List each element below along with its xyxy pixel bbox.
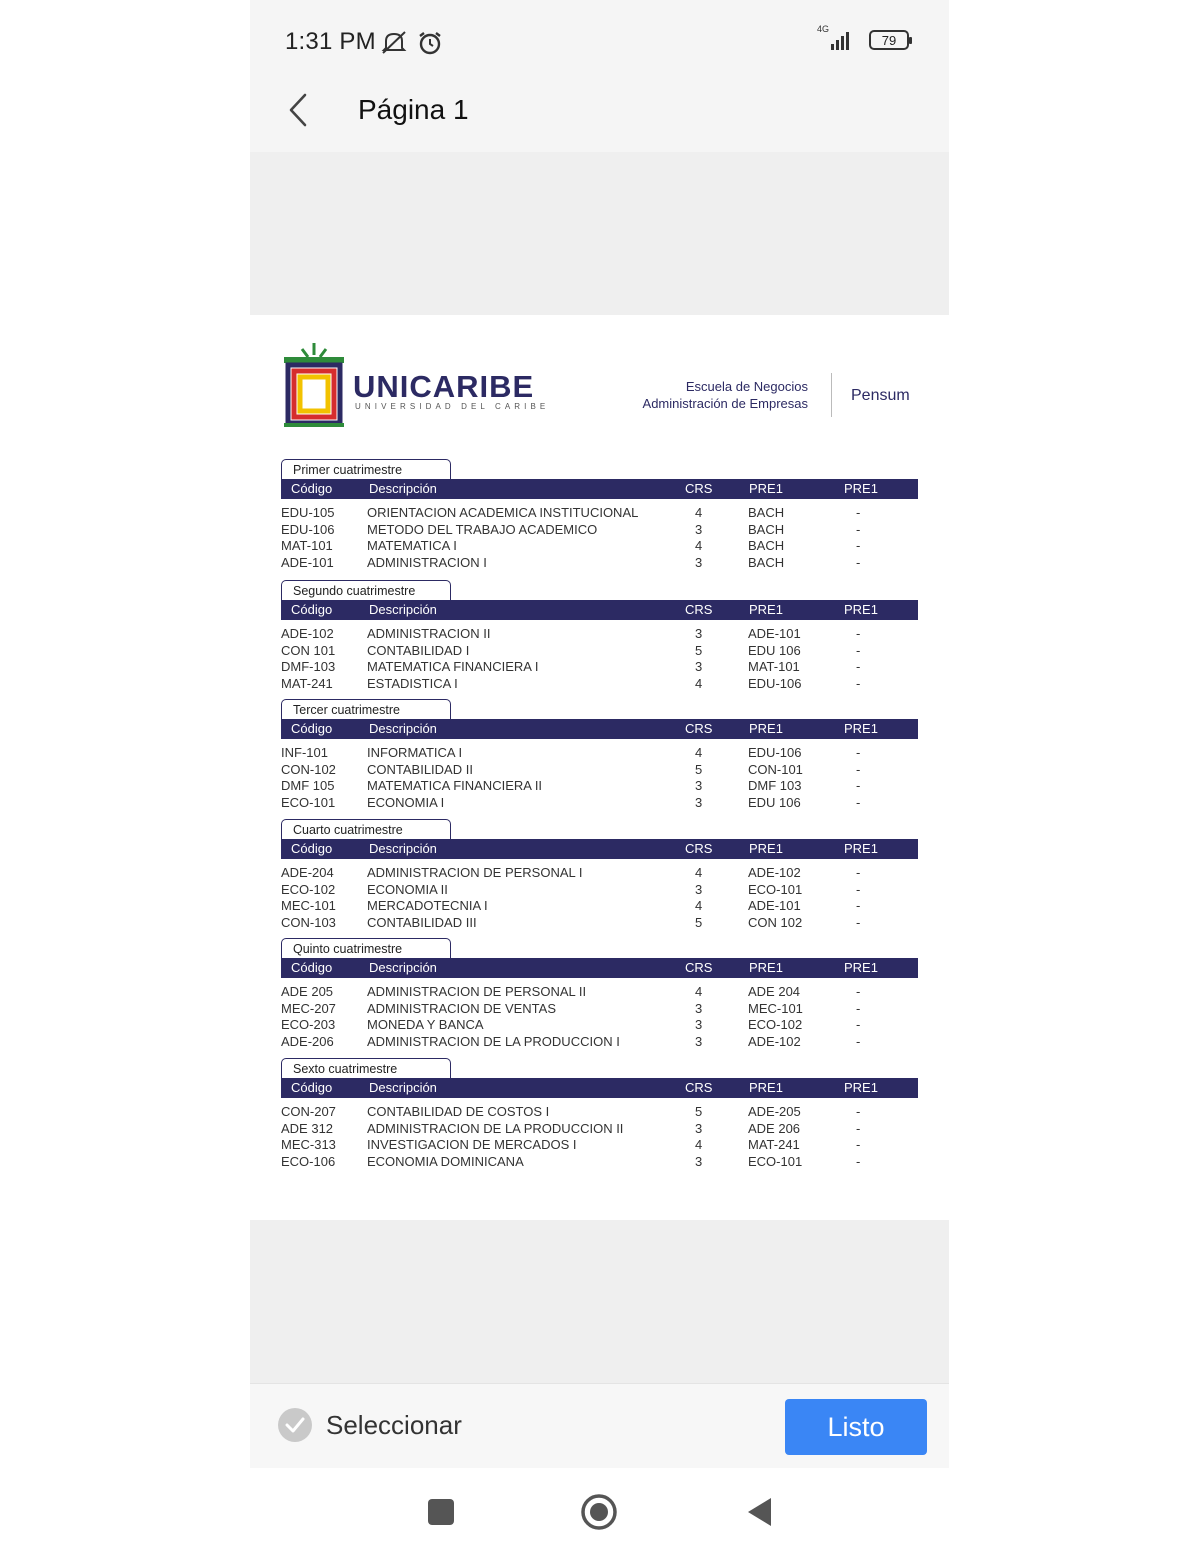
course-prerequisite-2: - bbox=[856, 745, 861, 760]
course-credits: 4 bbox=[695, 865, 703, 880]
course-code: DMF 105 bbox=[281, 778, 335, 794]
table-row bbox=[281, 657, 918, 674]
course-prerequisite-1: MEC-101 bbox=[748, 1000, 803, 1016]
course-code: ECO-203 bbox=[281, 1017, 336, 1033]
header-prerequisite-1: PRE1 bbox=[749, 841, 783, 856]
course-prerequisite-2: - bbox=[856, 1153, 861, 1169]
header-credits: CRS bbox=[685, 1080, 713, 1095]
system-nav-bar bbox=[250, 1468, 949, 1553]
term-title: Quinto cuatrimestre bbox=[281, 938, 451, 959]
header-prerequisite-2: PRE1 bbox=[844, 1080, 878, 1095]
select-label: Seleccionar bbox=[326, 1409, 462, 1440]
course-credits: 5 bbox=[695, 1104, 703, 1119]
table-row bbox=[281, 880, 918, 897]
course-code: CON-103 bbox=[281, 914, 336, 930]
course-prerequisite-1: ADE 204 bbox=[748, 984, 801, 999]
course-prerequisite-2: - bbox=[856, 761, 861, 777]
course-description: ECONOMIA I bbox=[367, 794, 445, 810]
course-prerequisite-2: - bbox=[856, 642, 861, 658]
back-button[interactable] bbox=[278, 90, 318, 130]
course-prerequisite-1: ADE-205 bbox=[748, 1104, 801, 1119]
status-indicators bbox=[817, 24, 909, 50]
table-header bbox=[281, 1078, 918, 1098]
header-description: Descripción bbox=[369, 841, 437, 856]
course-credits: 4 bbox=[695, 538, 703, 554]
course-description: ECONOMIA II bbox=[367, 881, 448, 897]
alarm-icon bbox=[416, 30, 444, 61]
table-row bbox=[281, 1102, 918, 1119]
table-row bbox=[281, 999, 918, 1016]
course-credits: 4 bbox=[695, 505, 703, 520]
table-row bbox=[281, 793, 918, 810]
course-code: CON 101 bbox=[281, 642, 336, 658]
course-credits: 4 bbox=[695, 984, 703, 999]
course-credits: 4 bbox=[695, 1137, 703, 1153]
course-prerequisite-1: EDU 106 bbox=[748, 794, 801, 810]
table-row bbox=[281, 553, 918, 570]
course-prerequisite-2: - bbox=[856, 1017, 861, 1033]
course-description: ADMINISTRACION I bbox=[367, 554, 487, 570]
table-row bbox=[281, 1152, 918, 1169]
course-code: ECO-102 bbox=[281, 881, 336, 897]
course-prerequisite-1: BACH bbox=[748, 505, 785, 520]
status-time: 1:31 PM bbox=[285, 28, 376, 55]
school-line-1: Escuela de Negocios bbox=[685, 379, 808, 394]
header-prerequisite-2: PRE1 bbox=[844, 841, 878, 856]
course-prerequisite-2: - bbox=[856, 778, 861, 794]
course-code: MAT-101 bbox=[281, 538, 333, 554]
table-row bbox=[281, 1135, 918, 1152]
header-code: Código bbox=[291, 960, 333, 975]
table-header bbox=[281, 600, 918, 620]
table-row bbox=[281, 641, 918, 658]
course-credits: 3 bbox=[695, 554, 703, 570]
course-prerequisite-2: - bbox=[856, 675, 861, 691]
course-description: ADMINISTRACION DE LA PRODUCCION II bbox=[367, 1120, 624, 1136]
header-code: Código bbox=[291, 1080, 333, 1095]
check-circle-icon bbox=[278, 1408, 312, 1442]
table-body bbox=[281, 982, 918, 1048]
course-description: MERCADOTECNIA I bbox=[367, 898, 488, 914]
course-description: CONTABILIDAD DE COSTOS I bbox=[367, 1104, 550, 1119]
course-credits: 3 bbox=[695, 626, 703, 641]
phone-screen bbox=[250, 0, 949, 1553]
course-credits: 3 bbox=[695, 1153, 703, 1169]
page-title: Página 1 bbox=[358, 94, 469, 125]
table-row bbox=[281, 1119, 918, 1136]
course-prerequisite-1: ADE-101 bbox=[748, 626, 801, 641]
course-description: ADMINISTRACION DE PERSONAL I bbox=[367, 865, 583, 880]
header-prerequisite-1: PRE1 bbox=[749, 721, 783, 736]
course-prerequisite-1: ADE-102 bbox=[748, 1033, 801, 1049]
course-code: DMF-103 bbox=[281, 659, 336, 675]
course-credits: 5 bbox=[695, 642, 703, 658]
course-code: MAT-241 bbox=[281, 675, 333, 691]
table-row bbox=[281, 1032, 918, 1049]
table-body bbox=[281, 863, 918, 929]
course-credits: 3 bbox=[695, 778, 703, 794]
course-prerequisite-2: - bbox=[856, 538, 861, 554]
header-code: Código bbox=[291, 481, 333, 496]
course-description: INFORMATICA I bbox=[367, 745, 463, 760]
header-prerequisite-2: PRE1 bbox=[844, 960, 878, 975]
course-credits: 3 bbox=[695, 1017, 703, 1033]
brand-subtitle: UNIVERSIDAD DEL CARIBE bbox=[355, 402, 550, 411]
course-prerequisite-1: ECO-101 bbox=[748, 881, 803, 897]
header-prerequisite-1: PRE1 bbox=[749, 960, 783, 975]
course-description: ESTADISTICA I bbox=[367, 675, 458, 691]
course-credits: 4 bbox=[695, 675, 703, 691]
header-description: Descripción bbox=[369, 602, 437, 617]
course-code: EDU-106 bbox=[281, 521, 335, 537]
course-description: CONTABILIDAD III bbox=[367, 914, 477, 930]
battery-level: 79 bbox=[881, 32, 897, 48]
course-prerequisite-1: EDU-106 bbox=[748, 675, 802, 691]
course-prerequisite-2: - bbox=[856, 626, 861, 641]
course-prerequisite-1: CON 102 bbox=[748, 914, 803, 930]
course-prerequisite-2: - bbox=[856, 1104, 861, 1119]
course-description: ADMINISTRACION DE PERSONAL II bbox=[367, 984, 587, 999]
course-code: ADE-206 bbox=[281, 1033, 334, 1049]
course-credits: 4 bbox=[695, 745, 703, 760]
header-divider bbox=[831, 373, 832, 417]
course-description: ADMINISTRACION II bbox=[367, 626, 491, 641]
course-credits: 3 bbox=[695, 659, 703, 675]
header-credits: CRS bbox=[685, 481, 713, 496]
school-info bbox=[643, 378, 808, 412]
course-description: ADMINISTRACION DE LA PRODUCCION I bbox=[367, 1033, 620, 1049]
course-prerequisite-2: - bbox=[856, 521, 861, 537]
course-prerequisite-2: - bbox=[856, 505, 861, 520]
course-prerequisite-2: - bbox=[856, 1033, 861, 1049]
course-credits: 3 bbox=[695, 1033, 703, 1049]
network-type: 4G bbox=[817, 24, 830, 34]
battery-icon bbox=[869, 30, 909, 50]
term-title: Primer cuatrimestre bbox=[281, 459, 451, 480]
top-app-bar bbox=[250, 82, 949, 152]
course-prerequisite-2: - bbox=[856, 914, 861, 930]
header-prerequisite-2: PRE1 bbox=[844, 481, 878, 496]
course-prerequisite-2: - bbox=[856, 554, 861, 570]
table-header bbox=[281, 479, 918, 499]
table-header bbox=[281, 839, 918, 859]
table-header bbox=[281, 958, 918, 978]
course-code: EDU-105 bbox=[281, 505, 335, 520]
course-prerequisite-2: - bbox=[856, 984, 861, 999]
course-prerequisite-1: DMF 103 bbox=[748, 778, 802, 794]
course-code: ADE-102 bbox=[281, 626, 334, 641]
silent-mode-icon bbox=[380, 30, 408, 61]
course-credits: 5 bbox=[695, 914, 703, 930]
course-credits: 4 bbox=[695, 898, 703, 914]
course-credits: 3 bbox=[695, 1000, 703, 1016]
course-prerequisite-1: MAT-241 bbox=[748, 1137, 800, 1153]
course-prerequisite-1: ADE 206 bbox=[748, 1120, 801, 1136]
course-prerequisite-2: - bbox=[856, 1000, 861, 1016]
home-button[interactable] bbox=[577, 1490, 621, 1534]
square-icon bbox=[427, 1498, 455, 1526]
table-row bbox=[281, 503, 918, 520]
course-prerequisite-2: - bbox=[856, 1120, 861, 1136]
term-title: Segundo cuatrimestre bbox=[281, 580, 451, 601]
table-row bbox=[281, 863, 918, 880]
header-description: Descripción bbox=[369, 481, 437, 496]
course-prerequisite-1: MAT-101 bbox=[748, 659, 800, 675]
course-prerequisite-1: ADE-102 bbox=[748, 865, 801, 880]
table-body bbox=[281, 624, 918, 690]
header-description: Descripción bbox=[369, 960, 437, 975]
course-description: CONTABILIDAD I bbox=[367, 642, 470, 658]
doc-type-label: Pensum bbox=[851, 387, 910, 404]
table-row bbox=[281, 760, 918, 777]
table-body bbox=[281, 503, 918, 569]
course-description: METODO DEL TRABAJO ACADEMICO bbox=[367, 521, 598, 537]
header-prerequisite-1: PRE1 bbox=[749, 1080, 783, 1095]
header-prerequisite-2: PRE1 bbox=[844, 602, 878, 617]
table-row bbox=[281, 624, 918, 641]
course-prerequisite-1: ADE-101 bbox=[748, 898, 801, 914]
status-bar bbox=[250, 0, 949, 82]
school-line-2: Administración de Empresas bbox=[642, 396, 808, 411]
course-code: ADE 312 bbox=[281, 1120, 334, 1136]
course-prerequisite-1: BACH bbox=[748, 538, 785, 554]
header-credits: CRS bbox=[685, 721, 713, 736]
recents-button[interactable] bbox=[419, 1490, 463, 1534]
brand-name: UNICARIBE bbox=[353, 369, 535, 404]
course-prerequisite-1: CON-101 bbox=[748, 761, 803, 777]
table-row bbox=[281, 743, 918, 760]
cell-signal-icon bbox=[817, 24, 861, 50]
course-prerequisite-2: - bbox=[856, 1137, 861, 1153]
course-code: CON-207 bbox=[281, 1104, 336, 1119]
table-row bbox=[281, 776, 918, 793]
course-prerequisite-1: ECO-102 bbox=[748, 1017, 803, 1033]
course-description: CONTABILIDAD II bbox=[367, 761, 473, 777]
nav-back-button[interactable] bbox=[737, 1490, 781, 1534]
course-code: ADE 205 bbox=[281, 984, 334, 999]
header-description: Descripción bbox=[369, 721, 437, 736]
table-row bbox=[281, 520, 918, 537]
preview-background-bottom bbox=[250, 1220, 949, 1383]
course-prerequisite-2: - bbox=[856, 794, 861, 810]
course-code: ECO-106 bbox=[281, 1153, 336, 1169]
course-credits: 3 bbox=[695, 1120, 703, 1136]
preview-background-top bbox=[250, 152, 949, 315]
course-prerequisite-1: BACH bbox=[748, 554, 785, 570]
table-body bbox=[281, 743, 918, 809]
course-credits: 5 bbox=[695, 761, 703, 777]
table-header bbox=[281, 719, 918, 739]
course-prerequisite-1: EDU-106 bbox=[748, 745, 802, 760]
course-credits: 3 bbox=[695, 881, 703, 897]
course-description: MONEDA Y BANCA bbox=[367, 1017, 484, 1033]
header-credits: CRS bbox=[685, 841, 713, 856]
table-row bbox=[281, 913, 918, 930]
course-credits: 3 bbox=[695, 794, 703, 810]
home-circle-icon bbox=[580, 1493, 618, 1531]
course-prerequisite-2: - bbox=[856, 881, 861, 897]
header-credits: CRS bbox=[685, 602, 713, 617]
course-code: INF-101 bbox=[281, 745, 328, 760]
term-title: Tercer cuatrimestre bbox=[281, 699, 451, 720]
course-description: MATEMATICA I bbox=[367, 538, 457, 554]
course-credits: 3 bbox=[695, 521, 703, 537]
table-row bbox=[281, 674, 918, 691]
header-credits: CRS bbox=[685, 960, 713, 975]
course-code: CON-102 bbox=[281, 761, 336, 777]
triangle-back-icon bbox=[745, 1496, 773, 1528]
select-toggle[interactable] bbox=[278, 1408, 462, 1442]
header-code: Código bbox=[291, 721, 333, 736]
document-page bbox=[250, 315, 949, 1220]
course-description: ECONOMIA DOMINICANA bbox=[367, 1153, 524, 1169]
course-code: MEC-101 bbox=[281, 898, 336, 914]
course-prerequisite-1: BACH bbox=[748, 521, 785, 537]
table-row bbox=[281, 896, 918, 913]
course-prerequisite-2: - bbox=[856, 865, 861, 880]
unicaribe-logo-icon bbox=[282, 337, 346, 434]
course-code: MEC-207 bbox=[281, 1000, 336, 1016]
table-row bbox=[281, 1015, 918, 1032]
term-title: Sexto cuatrimestre bbox=[281, 1058, 451, 1079]
header-code: Código bbox=[291, 602, 333, 617]
bottom-action-bar bbox=[250, 1383, 949, 1468]
course-description: MATEMATICA FINANCIERA I bbox=[367, 659, 539, 675]
header-prerequisite-1: PRE1 bbox=[749, 602, 783, 617]
table-row bbox=[281, 982, 918, 999]
course-description: ORIENTACION ACADEMICA INSTITUCIONAL bbox=[367, 505, 639, 520]
done-button[interactable]: Listo bbox=[785, 1399, 927, 1455]
course-prerequisite-1: EDU 106 bbox=[748, 642, 801, 658]
header-description: Descripción bbox=[369, 1080, 437, 1095]
term-title: Cuarto cuatrimestre bbox=[281, 819, 451, 840]
course-description: ADMINISTRACION DE VENTAS bbox=[367, 1000, 557, 1016]
course-prerequisite-2: - bbox=[856, 898, 861, 914]
course-code: ADE-101 bbox=[281, 554, 334, 570]
course-code: ECO-101 bbox=[281, 794, 336, 810]
course-prerequisite-1: ECO-101 bbox=[748, 1153, 803, 1169]
header-code: Código bbox=[291, 841, 333, 856]
table-row bbox=[281, 536, 918, 553]
course-prerequisite-2: - bbox=[856, 659, 861, 675]
header-prerequisite-1: PRE1 bbox=[749, 481, 783, 496]
course-description: INVESTIGACION DE MERCADOS I bbox=[367, 1137, 577, 1153]
course-description: MATEMATICA FINANCIERA II bbox=[367, 778, 543, 794]
course-code: MEC-313 bbox=[281, 1137, 336, 1153]
course-code: ADE-204 bbox=[281, 865, 334, 880]
back-arrow-icon bbox=[287, 92, 309, 128]
header-prerequisite-2: PRE1 bbox=[844, 721, 878, 736]
table-body bbox=[281, 1102, 918, 1168]
